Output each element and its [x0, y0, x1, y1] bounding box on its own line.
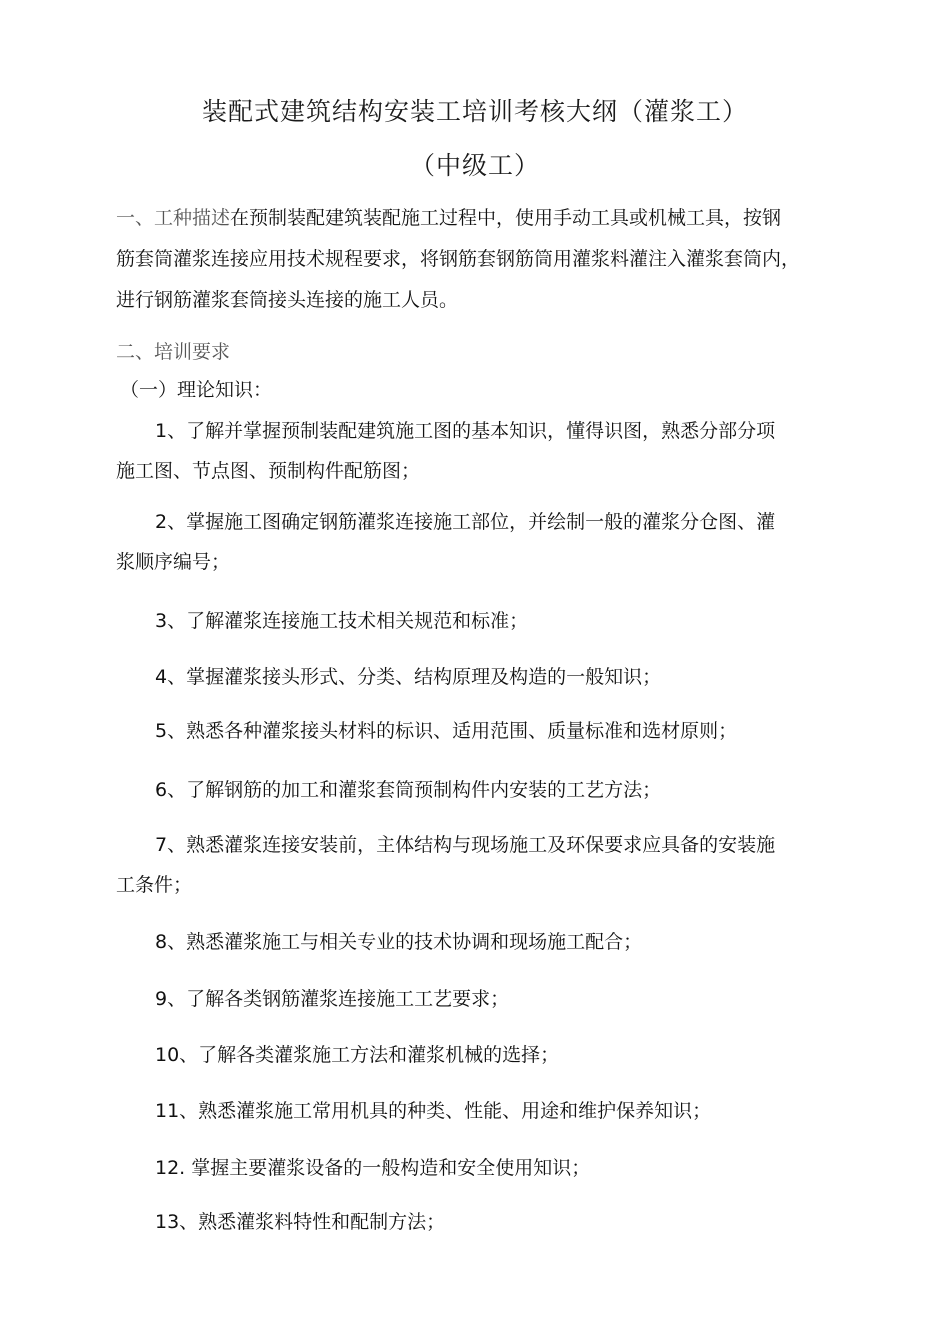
list-item-8: 8、熟悉灌浆施工与相关专业的技术协调和现场施工配合； [155, 931, 643, 953]
list-item-7-line-2: 工条件； [116, 874, 193, 896]
list-item-7-line-1: 7、熟悉灌浆连接安装前，主体结构与现场施工及环保要求应具备的安装施 [155, 834, 776, 856]
section2-heading: 二、培训要求 [116, 341, 231, 363]
section1-line-3: 进行钢筋灌浆套筒接头连接的施工人员。 [116, 289, 459, 311]
list-item-2-line-2: 浆顺序编号； [116, 551, 231, 573]
list-item-10: 10、了解各类灌浆施工方法和灌浆机械的选择； [155, 1044, 560, 1066]
list-item-1-line-1: 1、了解并掌握预制装配建筑施工图的基本知识，懂得识图，熟悉分部分项 [155, 420, 776, 442]
section1-prefix: 一、工种描述 [116, 207, 231, 229]
section2-subheading: （一）理论知识： [120, 379, 273, 401]
list-item-5: 5、熟悉各种灌浆接头材料的标识、适用范围、质量标准和选材原则； [155, 720, 738, 742]
list-item-4: 4、掌握灌浆接头形式、分类、结构原理及构造的一般知识； [155, 666, 662, 688]
list-item-1-line-2: 施工图、节点图、预制构件配筋图； [116, 460, 421, 482]
section1-line-2: 筋套筒灌浆连接应用技术规程要求，将钢筋套钢筋筒用灌浆料灌注入灌浆套筒内， [116, 248, 801, 270]
list-item-13: 13、熟悉灌浆料特性和配制方法； [155, 1211, 446, 1233]
section1-line-1 [116, 206, 781, 230]
list-item-3: 3、了解灌浆连接施工技术相关规范和标准； [155, 610, 529, 632]
document-subtitle: （中级工） [409, 151, 540, 180]
list-item-12: 12. 掌握主要灌浆设备的一般构造和安全使用知识； [155, 1157, 591, 1179]
list-item-2-line-1: 2、掌握施工图确定钢筋灌浆连接施工部位，并绘制一般的灌浆分仓图、灌 [155, 511, 776, 533]
list-item-11: 11、熟悉灌浆施工常用机具的种类、性能、用途和维护保养知识； [155, 1100, 712, 1122]
section1-line1-rest: 在预制装配建筑装配施工过程中，使用手动工具或机械工具，按钢 [230, 207, 782, 229]
list-item-6: 6、了解钢筋的加工和灌浆套筒预制构件内安装的工艺方法； [155, 779, 662, 801]
document-title: 装配式建筑结构安装工培训考核大纲（灌浆工） [201, 97, 748, 126]
list-item-9: 9、了解各类钢筋灌浆连接施工工艺要求； [155, 988, 510, 1010]
